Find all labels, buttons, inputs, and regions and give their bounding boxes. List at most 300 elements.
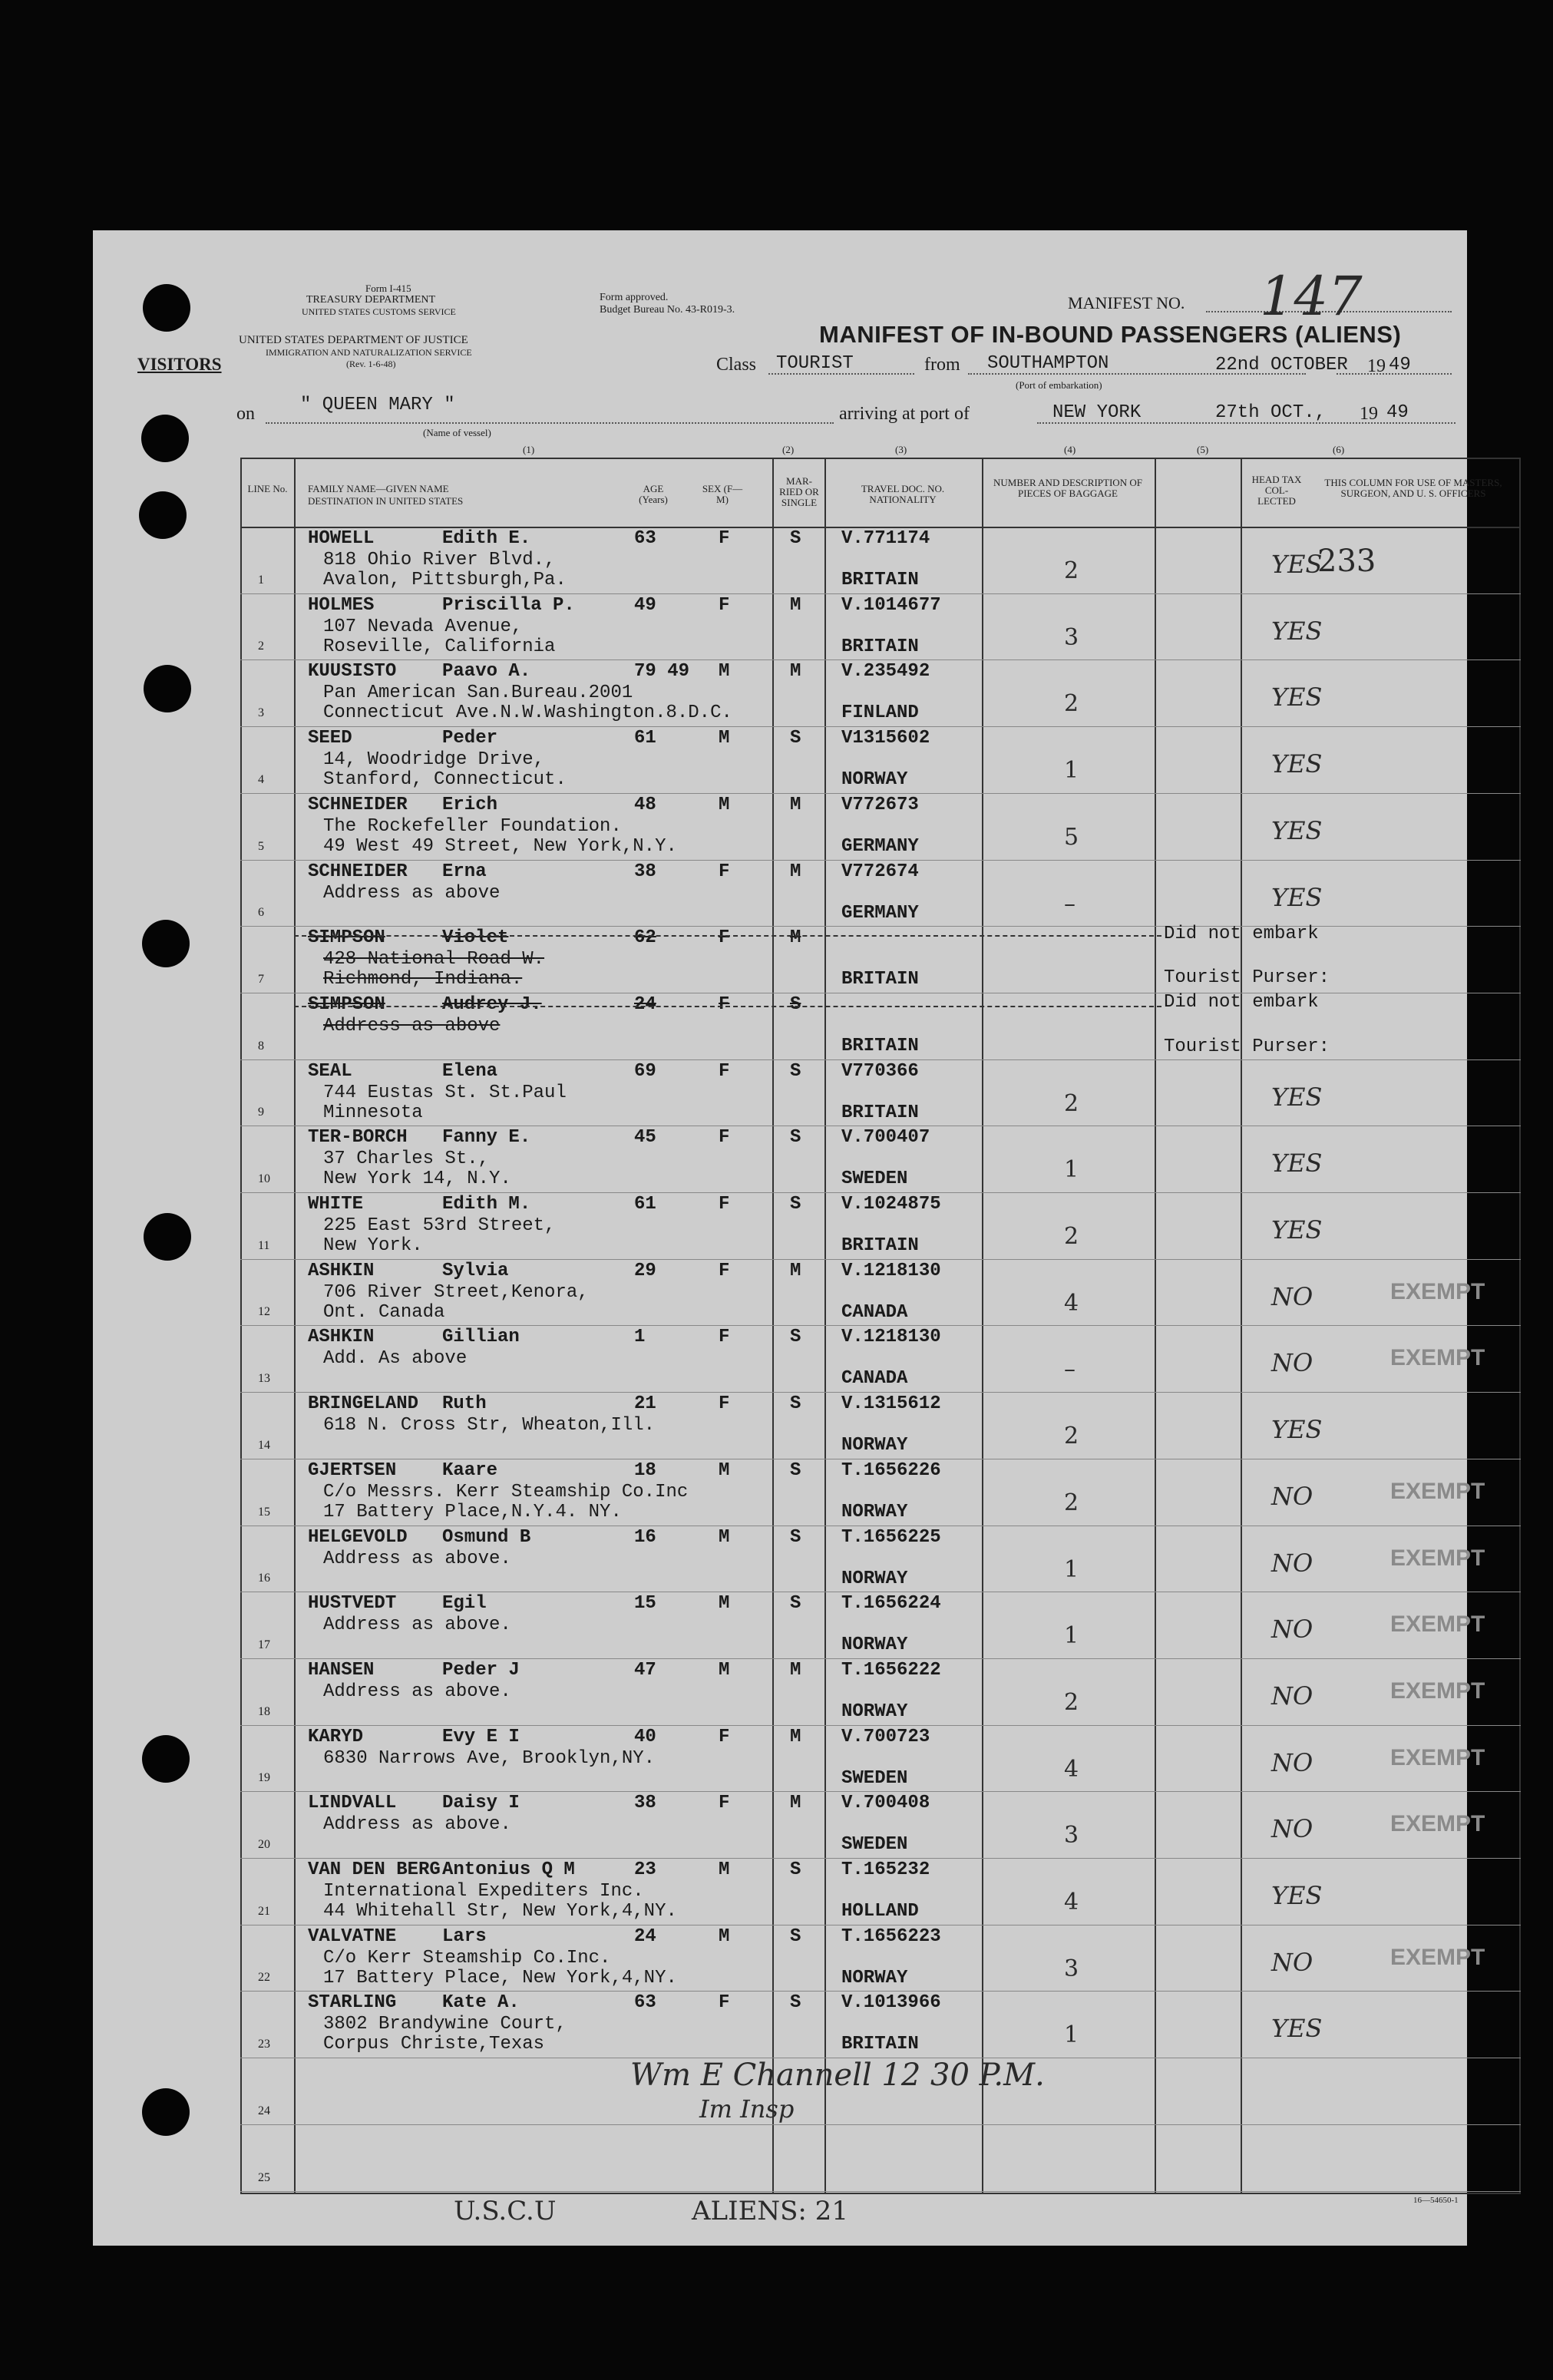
passenger-sex: F	[719, 1327, 730, 1347]
baggage-count: 4	[1064, 1290, 1079, 1317]
passenger-sex: M	[719, 1926, 730, 1947]
divider	[982, 458, 983, 2194]
passenger-family-name: KUUSISTO	[308, 661, 397, 682]
passenger-sex: F	[719, 1793, 730, 1813]
passenger-marital-status: S	[790, 1527, 801, 1548]
passenger-age: 61	[634, 1194, 656, 1215]
passenger-address: Address as above.	[323, 1814, 511, 1835]
row-divider	[240, 1325, 1521, 1326]
passenger-address: 49 West 49 Street, New York,N.Y.	[323, 836, 677, 857]
nationality: GERMANY	[841, 903, 919, 924]
header-family-name: FAMILY NAME—GIVEN NAME	[308, 483, 449, 494]
travel-doc-number: V.1218130	[841, 1327, 941, 1347]
passenger-address: Roseville, California	[323, 636, 556, 657]
divider	[294, 458, 296, 2194]
row-divider	[240, 926, 1521, 927]
passenger-age: 48	[634, 795, 656, 815]
passenger-address: 744 Eustas St. St.Paul	[323, 1083, 567, 1103]
passenger-address: Address as above.	[323, 1681, 511, 1702]
divider	[294, 1006, 1161, 1007]
divider	[1155, 458, 1156, 2194]
line-number: 10	[258, 1172, 270, 1185]
passenger-sex: F	[719, 595, 730, 616]
passenger-sex: F	[719, 1727, 730, 1747]
head-tax-status: YES	[1271, 1149, 1323, 1178]
manifest-no-value: 147	[1260, 265, 1363, 328]
row-divider	[240, 860, 1521, 861]
line-number: 17	[258, 1638, 270, 1651]
column-number: (3)	[895, 444, 907, 455]
header-married: MAR- RIED OR SINGLE	[779, 475, 819, 508]
nationality: NORWAY	[841, 1502, 908, 1522]
head-tax-status: YES	[1271, 550, 1323, 579]
passenger-marital-status: M	[790, 927, 801, 948]
passenger-address: Address as above.	[323, 1615, 511, 1635]
passenger-sex: M	[719, 795, 730, 815]
passenger-family-name: SEED	[308, 728, 352, 749]
passenger-sex: F	[719, 1061, 730, 1082]
punch-hole	[144, 1213, 191, 1261]
passenger-address: 37 Charles St.,	[323, 1149, 490, 1169]
travel-doc-number: T.1656225	[841, 1527, 941, 1548]
passenger-age: 47	[634, 1660, 656, 1681]
travel-doc-number: V.771174	[841, 528, 930, 549]
row-divider	[240, 2191, 1521, 2192]
passenger-age: 62	[634, 927, 656, 948]
passenger-sex: F	[719, 1127, 730, 1148]
manifest-sheet	[93, 230, 1502, 2246]
passenger-age: 15	[634, 1593, 656, 1614]
passenger-family-name: ASHKIN	[308, 1261, 375, 1281]
passenger-sex: F	[719, 927, 730, 948]
passenger-family-name: LINDVALL	[308, 1793, 397, 1813]
header-destination: DESTINATION IN UNITED STATES	[308, 495, 464, 507]
row-divider	[240, 2124, 1521, 2125]
line-number: 9	[258, 1106, 264, 1119]
travel-doc-number: V.1014677	[841, 595, 941, 616]
line-number: 21	[258, 1905, 270, 1918]
nationality: NORWAY	[841, 1435, 908, 1456]
passenger-given-name: Elena	[442, 1061, 498, 1082]
divider	[772, 458, 774, 2194]
passenger-sex: M	[719, 1660, 730, 1681]
passenger-marital-status: S	[790, 528, 801, 549]
row-divider	[240, 659, 1521, 660]
head-tax-status: NO	[1271, 1681, 1313, 1711]
passenger-age: 38	[634, 1793, 656, 1813]
row-divider	[240, 1725, 1521, 1726]
passenger-sex: M	[719, 661, 730, 682]
passenger-family-name: BRINGELAND	[308, 1393, 419, 1414]
row-divider	[240, 726, 1521, 727]
travel-doc-number: V770366	[841, 1061, 919, 1082]
passenger-family-name: TER-BORCH	[308, 1127, 408, 1148]
head-tax-status: YES	[1271, 816, 1323, 845]
passenger-address: Address as above	[323, 883, 501, 904]
travel-doc-number: V.1024875	[841, 1194, 941, 1215]
nationality: NORWAY	[841, 1701, 908, 1722]
passenger-address: 17 Battery Place,N.Y.4. NY.	[323, 1502, 622, 1522]
header-baggage: NUMBER AND DESCRIPTION OF PIECES OF BAGGAGE	[993, 477, 1142, 499]
exempt-stamp: EXEMPT	[1390, 1811, 1485, 1836]
passenger-address: Address as above	[323, 1016, 501, 1036]
page-title: MANIFEST OF IN-BOUND PASSENGERS (ALIENS)	[819, 321, 1402, 348]
column-number: (5)	[1197, 444, 1209, 455]
officers-number: 233	[1317, 544, 1376, 579]
passenger-family-name: ASHKIN	[308, 1327, 375, 1347]
row-divider	[240, 1392, 1521, 1393]
row-divider	[240, 1791, 1521, 1792]
baggage-count: 1	[1064, 1556, 1079, 1583]
customs-label: UNITED STATES CUSTOMS SERVICE	[302, 306, 456, 317]
nationality: NORWAY	[841, 769, 908, 790]
exempt-stamp: EXEMPT	[1390, 1479, 1485, 1504]
passenger-address: 618 N. Cross Str, Wheaton,Ill.	[323, 1415, 656, 1436]
travel-doc-number: V772673	[841, 795, 919, 815]
passenger-age: 63	[634, 528, 656, 549]
passenger-age: 29	[634, 1261, 656, 1281]
header-head-tax: HEAD TAX COL- LECTED	[1251, 474, 1302, 507]
line-number: 24	[258, 2104, 270, 2117]
column-number: (2)	[782, 444, 795, 455]
head-tax-status: NO	[1271, 1482, 1313, 1511]
passenger-family-name: HANSEN	[308, 1660, 375, 1681]
passenger-family-name: HOWELL	[308, 528, 375, 549]
did-not-embark-note: Did not embark	[1164, 992, 1319, 1013]
passenger-marital-status: S	[790, 994, 801, 1015]
punch-hole	[142, 2088, 190, 2136]
nationality: BRITAIN	[841, 969, 919, 990]
passenger-address: Avalon, Pittsburgh,Pa.	[323, 570, 567, 590]
passenger-address: Corpus Christe,Texas	[323, 2034, 545, 2054]
passenger-marital-status: S	[790, 728, 801, 749]
head-tax-status: YES	[1271, 1415, 1323, 1444]
passenger-family-name: HELGEVOLD	[308, 1527, 408, 1548]
passenger-address: 17 Battery Place, New York,4,NY.	[323, 1968, 677, 1988]
passenger-family-name: VAN DEN BERG	[308, 1859, 441, 1880]
baggage-count: 1	[1064, 1156, 1079, 1183]
passenger-given-name: Peder J	[442, 1660, 520, 1681]
passenger-family-name: KARYD	[308, 1727, 364, 1747]
travel-doc-number: T.165232	[841, 1859, 930, 1880]
inspector-signature: Wm E Channell 12 30 P.M.	[630, 2058, 1045, 2093]
passenger-given-name: Edith M.	[442, 1194, 531, 1215]
row-divider	[240, 1059, 1521, 1060]
divider	[1037, 422, 1456, 424]
print-code: 16—54650-1	[1413, 2196, 1459, 2205]
budget-bureau: Budget Bureau No. 43-R019-3.	[600, 304, 735, 316]
passenger-age: 61	[634, 728, 656, 749]
passenger-sex: F	[719, 1261, 730, 1281]
passenger-given-name: Audrey J.	[442, 994, 542, 1015]
passenger-address: 6830 Narrows Ave, Brooklyn,NY.	[323, 1748, 656, 1769]
from-value: SOUTHAMPTON	[987, 353, 1109, 374]
line-number: 6	[258, 906, 264, 919]
passenger-address: Address as above.	[323, 1549, 511, 1569]
passenger-address: 107 Nevada Avenue,	[323, 616, 523, 637]
departure-date: 22nd OCTOBER	[1215, 355, 1348, 375]
passenger-age: 63	[634, 1992, 656, 2013]
passenger-age: 24	[634, 994, 656, 1015]
passenger-address: C/o Messrs. Kerr Steamship Co.Inc	[323, 1482, 689, 1502]
travel-doc-number: V.1013966	[841, 1992, 941, 2013]
line-number: 15	[258, 1506, 270, 1519]
baggage-count: 2	[1064, 557, 1079, 584]
exempt-stamp: EXEMPT	[1390, 1945, 1485, 1970]
baggage-count: 2	[1064, 1223, 1079, 1250]
passenger-age: 24	[634, 1926, 656, 1947]
passenger-marital-status: M	[790, 795, 801, 815]
passenger-sex: F	[719, 861, 730, 882]
arrival-date: 27th OCT.,	[1215, 402, 1327, 423]
head-tax-status: NO	[1271, 1948, 1313, 1977]
head-tax-status: NO	[1271, 1282, 1313, 1311]
uscu-note: U.S.C.U	[454, 2196, 557, 2226]
travel-doc-number: V.1218130	[841, 1261, 941, 1281]
line-number: 13	[258, 1372, 270, 1385]
nationality: FINLAND	[841, 702, 919, 723]
passenger-given-name: Violet	[442, 927, 509, 948]
passenger-given-name: Kate A.	[442, 1992, 520, 2013]
passenger-family-name: GJERTSEN	[308, 1460, 397, 1481]
head-tax-status: YES	[1271, 1881, 1323, 1910]
passenger-marital-status: M	[790, 1261, 801, 1281]
passenger-given-name: Sylvia	[442, 1261, 509, 1281]
arrival-year: 49	[1386, 402, 1409, 423]
line-number: 20	[258, 1838, 270, 1851]
form-approved: Form approved.	[600, 292, 669, 303]
head-tax-status: YES	[1271, 683, 1323, 712]
passenger-address: 44 Whitehall Str, New York,4,NY.	[323, 1901, 677, 1922]
exempt-stamp: EXEMPT	[1390, 1745, 1485, 1770]
punch-hole	[141, 415, 189, 462]
on-label: on	[236, 404, 255, 424]
tourist-purser-note: Tourist Purser:	[1164, 967, 1330, 988]
passenger-address: Minnesota	[323, 1102, 423, 1123]
passenger-sex: M	[719, 1460, 730, 1481]
passenger-marital-status: S	[790, 1460, 801, 1481]
header-sex: SEX (F—M)	[702, 483, 743, 505]
passenger-address: Pan American San.Bureau.2001	[323, 683, 633, 703]
line-number: 16	[258, 1572, 270, 1585]
passenger-sex: F	[719, 1992, 730, 2013]
passenger-marital-status: S	[790, 1061, 801, 1082]
exempt-stamp: EXEMPT	[1390, 1611, 1485, 1637]
passenger-marital-status: S	[790, 1926, 801, 1947]
nationality: SWEDEN	[841, 1834, 908, 1855]
baggage-count: 1	[1064, 1622, 1079, 1649]
head-tax-status: YES	[1271, 616, 1323, 646]
passenger-family-name: SIMPSON	[308, 927, 385, 948]
travel-doc-number: T.1656226	[841, 1460, 941, 1481]
form-number: Form I-415	[365, 283, 411, 294]
passenger-age: 49	[634, 595, 656, 616]
row-divider	[240, 1259, 1521, 1260]
aliens-count: ALIENS: 21	[692, 2196, 848, 2226]
nationality: BRITAIN	[841, 1036, 919, 1056]
class-value: TOURIST	[776, 353, 854, 374]
passenger-marital-status: S	[790, 1327, 801, 1347]
line-number: 22	[258, 1971, 270, 1984]
header-travel-doc: TRAVEL DOC. NO. NATIONALITY	[861, 483, 945, 505]
exempt-stamp: EXEMPT	[1390, 1545, 1485, 1571]
row-divider	[240, 1991, 1521, 1992]
travel-doc-number: T.1656222	[841, 1660, 941, 1681]
passenger-address: Add. As above	[323, 1348, 468, 1369]
passenger-sex: F	[719, 528, 730, 549]
line-number: 18	[258, 1705, 270, 1718]
port-value: NEW YORK	[1052, 402, 1142, 423]
passenger-address: International Expediters Inc.	[323, 1881, 644, 1902]
arrival-year-prefix: 19	[1360, 404, 1378, 424]
passenger-age: 40	[634, 1727, 656, 1747]
passenger-marital-status: M	[790, 661, 801, 682]
baggage-count: 2	[1064, 1689, 1079, 1716]
line-number: 5	[258, 840, 264, 853]
passenger-marital-status: M	[790, 1793, 801, 1813]
baggage-count: 3	[1064, 1822, 1079, 1849]
passenger-given-name: Kaare	[442, 1460, 498, 1481]
nationality: BRITAIN	[841, 1102, 919, 1123]
column-number: (1)	[523, 444, 535, 455]
travel-doc-number: V1315602	[841, 728, 930, 749]
passenger-sex: M	[719, 1859, 730, 1880]
passenger-address: 818 Ohio River Blvd.,	[323, 550, 556, 570]
nationality: NORWAY	[841, 1968, 908, 1988]
head-tax-status: YES	[1271, 883, 1323, 912]
line-number: 11	[258, 1239, 270, 1252]
passenger-family-name: SEAL	[308, 1061, 352, 1082]
nationality: GERMANY	[841, 836, 919, 857]
divider	[266, 422, 834, 424]
punch-hole	[144, 665, 191, 712]
passenger-given-name: Priscilla P.	[442, 595, 575, 616]
passenger-given-name: Fanny E.	[442, 1127, 531, 1148]
passenger-address: 428 National Road W.	[323, 949, 545, 970]
line-number: 12	[258, 1305, 270, 1318]
arriving-label: arriving at port of	[839, 404, 970, 424]
head-tax-status: YES	[1271, 2014, 1323, 2043]
divider	[768, 373, 914, 375]
passenger-marital-status: M	[790, 1660, 801, 1681]
passenger-given-name: Peder	[442, 728, 498, 749]
divider	[294, 935, 1161, 937]
passenger-marital-status: S	[790, 1593, 801, 1614]
exempt-stamp: EXEMPT	[1390, 1345, 1485, 1370]
from-label: from	[924, 355, 960, 375]
passenger-given-name: Lars	[442, 1926, 487, 1947]
nationality: BRITAIN	[841, 1235, 919, 1256]
passenger-given-name: Evy E I	[442, 1727, 520, 1747]
travel-doc-number: T.1656223	[841, 1926, 941, 1947]
passenger-given-name: Antonius Q M	[442, 1859, 575, 1880]
passenger-given-name: Gillian	[442, 1327, 520, 1347]
passenger-age: 18	[634, 1460, 656, 1481]
divider	[1241, 458, 1242, 2194]
divider	[824, 458, 826, 2194]
treasury-label: TREASURY DEPARTMENT	[306, 294, 436, 306]
travel-doc-number: V.235492	[841, 661, 930, 682]
passenger-sex: M	[719, 1527, 730, 1548]
punch-hole	[142, 920, 190, 967]
class-label: Class	[716, 355, 757, 375]
nationality: BRITAIN	[841, 636, 919, 657]
passenger-age: 1	[634, 1327, 646, 1347]
row-divider	[240, 1658, 1521, 1659]
passenger-age: 69	[634, 1061, 656, 1082]
header-officers: THIS COLUMN FOR USE OF MASTERS, SURGEON, AND U. S. OFFICERS	[1324, 477, 1502, 499]
travel-doc-number: T.1656224	[841, 1593, 941, 1614]
passenger-address: Stanford, Connecticut.	[323, 769, 567, 790]
line-number: 14	[258, 1439, 270, 1452]
passenger-address: Ont. Canada	[323, 1302, 445, 1323]
passenger-sex: M	[719, 1593, 730, 1614]
tourist-purser-note: Tourist Purser:	[1164, 1036, 1330, 1057]
visitors-label: VISITORS	[137, 355, 222, 374]
passenger-marital-status: S	[790, 1992, 801, 2013]
passenger-given-name: Erich	[442, 795, 498, 815]
baggage-count: 2	[1064, 1423, 1079, 1449]
baggage-count: 1	[1064, 757, 1079, 784]
passenger-sex: F	[719, 1393, 730, 1414]
head-tax-status: NO	[1271, 1348, 1313, 1377]
travel-doc-number: V.700408	[841, 1793, 930, 1813]
head-tax-status: NO	[1271, 1748, 1313, 1777]
departure-year: 49	[1389, 355, 1411, 375]
line-number: 2	[258, 640, 264, 653]
passenger-family-name: SIMPSON	[308, 994, 385, 1015]
travel-doc-number: V.1315612	[841, 1393, 941, 1414]
passenger-marital-status: M	[790, 1727, 801, 1747]
departure-year-prefix: 19	[1367, 356, 1386, 376]
head-tax-status: NO	[1271, 1549, 1313, 1578]
head-tax-status: NO	[1271, 1814, 1313, 1843]
exempt-stamp: EXEMPT	[1390, 1279, 1485, 1304]
row-divider	[240, 793, 1521, 794]
ins-label: IMMIGRATION AND NATURALIZATION SERVICE	[266, 347, 472, 358]
line-number: 4	[258, 773, 264, 786]
justice-label: UNITED STATES DEPARTMENT OF JUSTICE	[239, 334, 468, 346]
baggage-count: 2	[1064, 1090, 1079, 1117]
passenger-given-name: Osmund B	[442, 1527, 531, 1548]
vessel-value: " QUEEN MARY "	[300, 395, 455, 415]
baggage-count: 2	[1064, 1489, 1079, 1516]
baggage-count: –	[1064, 1356, 1076, 1383]
passenger-address: 706 River Street,Kenora,	[323, 1282, 589, 1303]
line-number: 8	[258, 1040, 264, 1053]
header-age: AGE (Years)	[639, 483, 668, 505]
line-number: 19	[258, 1771, 270, 1784]
baggage-count: 3	[1064, 624, 1079, 651]
passenger-age: 21	[634, 1393, 656, 1414]
passenger-address: Connecticut Ave.N.W.Washington.8.D.C.	[323, 702, 732, 723]
nationality: NORWAY	[841, 1568, 908, 1589]
passenger-given-name: Egil	[442, 1593, 487, 1614]
head-tax-status: YES	[1271, 749, 1323, 778]
passenger-age: 23	[634, 1859, 656, 1880]
passenger-sex: F	[719, 1194, 730, 1215]
column-number: (6)	[1333, 444, 1345, 455]
line-number: 1	[258, 574, 264, 587]
travel-doc-number: V772674	[841, 861, 919, 882]
nationality: SWEDEN	[841, 1768, 908, 1789]
baggage-count: 2	[1064, 690, 1079, 717]
passenger-age: 79 49	[634, 661, 690, 682]
passenger-given-name: Edith E.	[442, 528, 531, 549]
passenger-age: 16	[634, 1527, 656, 1548]
passenger-sex: F	[719, 994, 730, 1015]
row-divider	[240, 593, 1521, 594]
